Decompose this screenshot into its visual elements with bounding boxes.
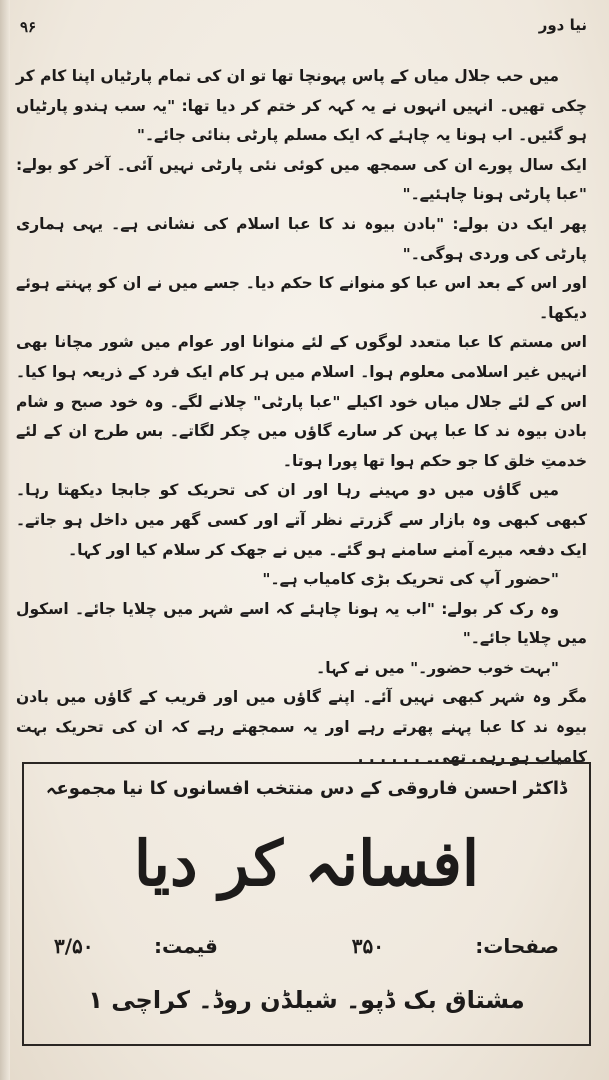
paragraph: ایک سال پورے ان کی سمجھ میں کوئی نئی پارٹی نہیں آئی۔ آخر کو بولے: "عبا پارٹی ہونا چاہئیے۔" [16,155,587,204]
paragraph: میں گاؤں میں دو مہینے رہا اور ان کی تحریک کو جابجا دیکھتا رہا۔ کبھی کبھی وہ بازار سے گزرتے نظر آتے اور کسی گھر میں داخل ہو جاتے۔ ایک دفعہ میرے آمنے سامنے ہو گئے۔ میں نے جھک کر سلام کیا اور کہا۔ [16,481,587,559]
page-binding-edge [0,0,10,1080]
paragraph: اور اس کے بعد اس عبا کو منوانے کا حکم دیا۔ جسے میں نے ان کو پہنتے ہوئے دیکھا۔ [16,274,587,322]
ad-pages-value: ۳۵۰ [351,934,384,958]
paragraph: اس مستم کا عبا متعدد لوگوں کے لئے منوانا اور عوام میں شور مچانا بھی انہیں غیر اسلامی معلوم ہوا۔ اسلام میں ہر کام ایک فرد کے ذریعہ ہوا کیا۔ اس کے لئے جلال میاں خود اکیلے "عبا پارٹی" چلانے لگے۔ وہ خود صبح و شام بادن بیوہ ند کا عبا پہن کر سارے گاؤں میں چکر لگاتے۔ بس طرح ان کے لئے خدمتِ خلق کا جو حکم ہوا تھا پورا ہوتا۔ [16,333,587,470]
story-text [16,62,587,772]
paragraph: "بہت خوب حضور۔" میں نے کہا۔ [316,658,559,677]
ad-details [54,934,559,968]
book-advertisement [22,762,591,1046]
ad-price-value: ۳/۵۰ [54,934,94,958]
ad-pages-label: صفحات: [475,934,559,958]
ad-publisher: مشتاق بک ڈپو۔ شیلڈن روڈ۔ کراچی ۱ [88,986,525,1014]
paragraph: مگر وہ شہر کبھی نہیں آئے۔ اپنے گاؤں میں اور قریب کے گاؤں میں بادن بیوہ ند کا عبا پہنے پھرتے رہے اور یہ سمجھتے رہے کہ ان کی تحریک بہت کامیاب ہو رہی تھی۔ . . . . . . [16,688,587,766]
ad-book-title: افسانہ کر دیا [133,827,480,900]
journal-name: نیا دور [538,16,587,34]
paragraph: پھر ایک دن بولے: "بادن بیوہ ند کا عبا اسلام کی نشانی ہے۔ یہی ہماری پارٹی کی وردی ہوگی۔" [16,214,587,263]
paragraph: وہ رک کر بولے: "اب یہ ہونا چاہئے کہ اسے شہر میں چلایا جائے۔ اسکول میں چلایا جائے۔" [16,599,587,648]
ad-headline: ڈاکٹر احسن فاروقی کے دس منتخب افسانوں کا نیا مجموعہ [45,778,568,799]
paragraph: "حضور آپ کی تحریک بڑی کامیاب ہے۔" [262,570,559,589]
page-header [20,14,587,44]
paragraph: میں حب جلال میاں کے پاس پہونچا تھا تو ان کی تمام پارٹیاں اپنا کام کر چکی تھیں۔ انہیں انہوں نے یہ کہہ کر ختم کر دیا تھا: "یہ سب ہندو پارٹیاں ہو گئیں۔ اب ہونا یہ چاہئے کہ ایک مسلم پارٹی بنائی جائے۔" [16,67,587,145]
page-number: ۹۶ [20,18,37,36]
ad-price-label: قیمت: [154,934,218,958]
